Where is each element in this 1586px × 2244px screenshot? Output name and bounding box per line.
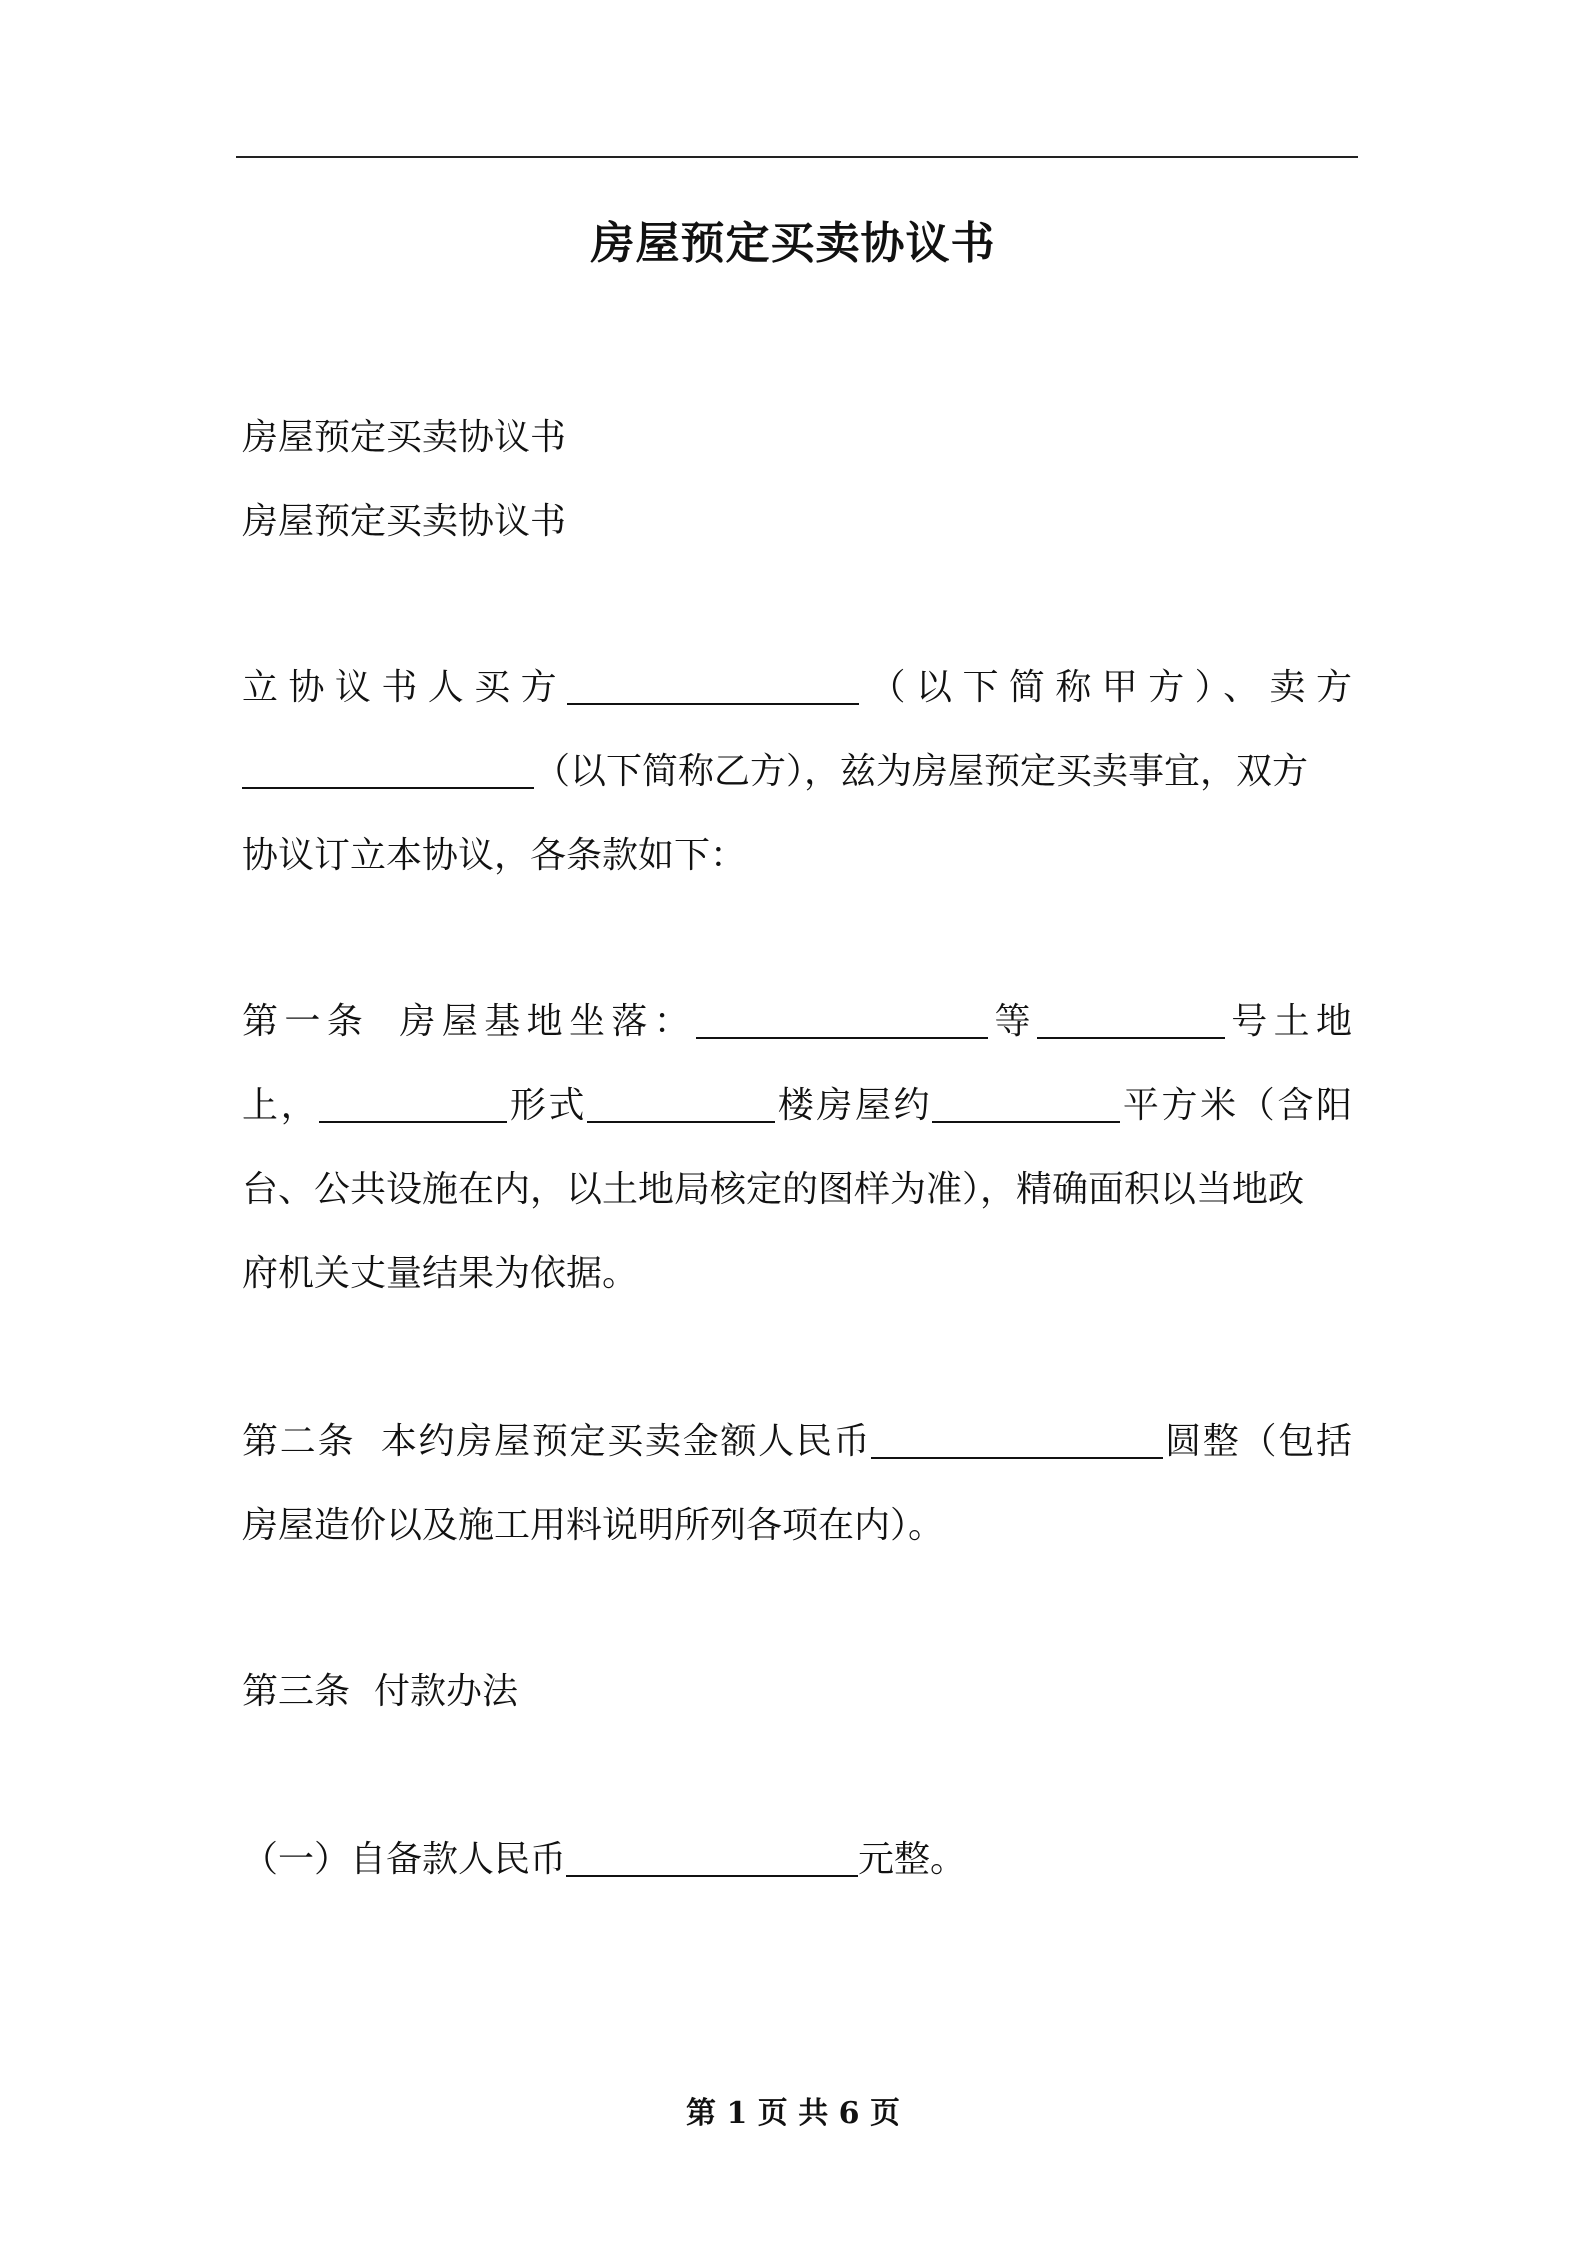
land-number-blank (1037, 998, 1225, 1040)
subtitle-line: 房屋预定买卖协议书 (242, 417, 567, 458)
article-2-heading: 第二条 (242, 1421, 356, 1462)
article-1-text: 平方米（含阳 (1120, 1085, 1352, 1126)
document-title: 房屋预定买卖协议书 (590, 218, 996, 269)
article-1-text: 楼房屋约 (775, 1085, 933, 1126)
article-3-heading: 第三条 (242, 1671, 351, 1712)
article-2-text: 圆整（包括 (1163, 1421, 1352, 1462)
preamble-line-3: 协议订立本协议，各条款如下： (242, 835, 747, 876)
preamble-line-2 (242, 730, 1352, 814)
article-1-text: 上， (242, 1085, 320, 1126)
article-3-line-1 (242, 1650, 1352, 1734)
subtitle-block (242, 396, 1352, 564)
location-blank (696, 998, 988, 1040)
item-1-suffix: 元整。 (858, 1839, 967, 1880)
article-1-line-3: 台、公共设施在内，以土地局核定的图样为准），精确面积以当地政 (242, 1169, 1305, 1210)
buyer-name-blank (567, 664, 859, 706)
article-1-text: 号土地 (1224, 1001, 1352, 1042)
article-2 (242, 1400, 1352, 1568)
item-1-label: （一）自备款人民币 (242, 1839, 567, 1880)
article-1-text: 形式 (507, 1085, 588, 1126)
price-blank (871, 1418, 1163, 1460)
article-1-text: 等 (988, 1001, 1037, 1042)
header-rule (236, 156, 1358, 158)
article-3 (242, 1650, 1352, 1734)
preamble-buyer-label: 立协议书人买方 (242, 667, 568, 708)
article-3-item-1-line (242, 1818, 1352, 1902)
building-form-blank (319, 1082, 507, 1124)
down-payment-blank (566, 1836, 858, 1878)
article-1 (242, 980, 1352, 1316)
subtitle-line: 房屋预定买卖协议书 (242, 501, 567, 542)
preamble-line-2-text: （以下简称乙方），兹为房屋预定买卖事宜，双方 (534, 751, 1309, 792)
preamble-seller-label: （以下简称甲方）、卖方 (859, 667, 1352, 708)
article-1-line-4: 府机关丈量结果为依据。 (242, 1253, 639, 1294)
preamble-line-1 (242, 646, 1352, 730)
article-1-location-label: 房屋基地坐落： (393, 1001, 697, 1042)
article-3-text: 付款办法 (374, 1671, 519, 1712)
seller-name-blank (242, 748, 534, 790)
article-3-item-1 (242, 1818, 1352, 1902)
article-2-line-2: 房屋造价以及施工用料说明所列各项在内）。 (242, 1505, 945, 1546)
article-1-heading: 第一条 (242, 1001, 370, 1042)
area-blank (932, 1082, 1120, 1124)
article-1-line-1 (242, 980, 1352, 1064)
floors-blank (587, 1082, 775, 1124)
page-number: 第 1 页 共 6 页 (686, 2096, 900, 2131)
article-2-line-1 (242, 1400, 1352, 1484)
article-1-line-2 (242, 1064, 1352, 1148)
article-2-text: 本约房屋预定买卖金额人民币 (379, 1421, 872, 1462)
preamble-paragraph (242, 646, 1352, 898)
